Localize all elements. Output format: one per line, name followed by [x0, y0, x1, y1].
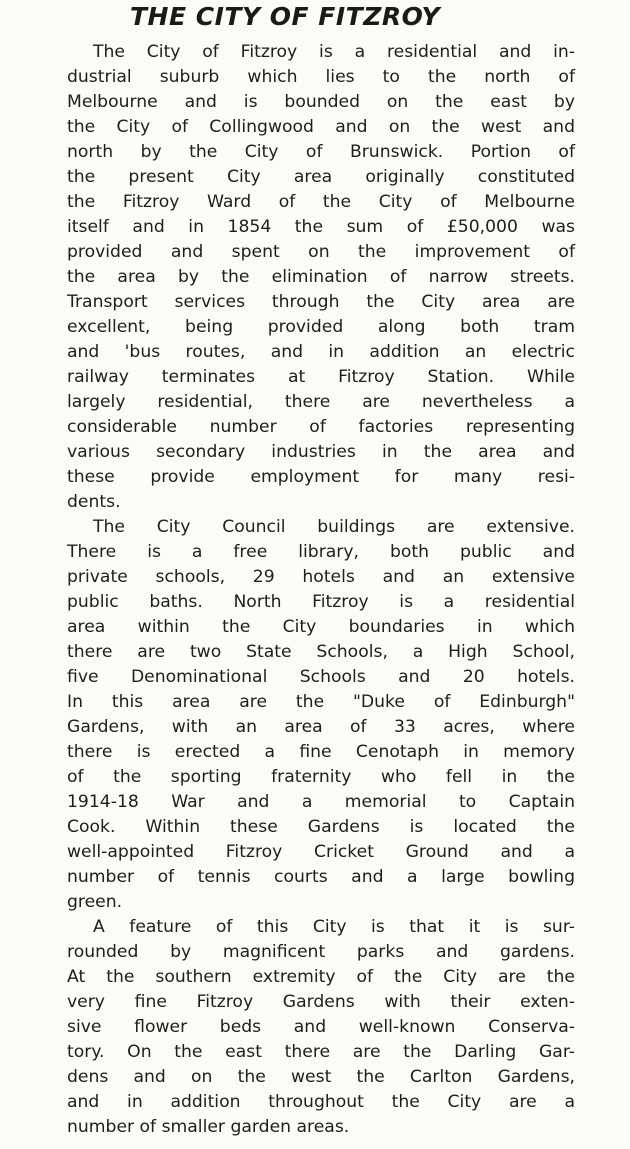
text-line: the City of Collingwood and on the west and	[67, 117, 575, 137]
text-line: public baths. North Fitzroy is a residential	[67, 592, 575, 612]
text-line: In this area are the "Duke of Edinburgh"	[67, 692, 575, 712]
text-line: well-appointed Fitzroy Cricket Ground and a	[67, 842, 575, 862]
text-line: the area by the elimination of narrow streets.	[67, 267, 575, 287]
text-line: green.	[67, 892, 123, 912]
text-line: north by the City of Brunswick. Portion of	[67, 142, 575, 162]
text-line: dens and on the west the Carlton Gardens,	[67, 1067, 575, 1087]
text-line: largely residential, there are nevertheless a	[67, 392, 575, 412]
text-line: considerable number of factories representing	[67, 417, 575, 437]
text-line: Transport services through the City area are	[67, 292, 575, 312]
text-line: number of tennis courts and a large bowling	[67, 867, 575, 887]
text-line: A feature of this City is that it is sur-	[93, 917, 575, 937]
text-line: Cook. Within these Gardens is located the	[67, 817, 575, 837]
text-line: 1914-18 War and a memorial to Captain	[67, 792, 575, 812]
paragraph-3	[67, 915, 575, 1140]
paragraph-1	[67, 40, 575, 515]
text-line: there are two State Schools, a High School,	[67, 642, 575, 662]
text-line: itself and in 1854 the sum of £50,000 was	[67, 217, 575, 237]
text-line: excellent, being provided along both tram	[67, 317, 575, 337]
text-line: dustrial suburb which lies to the north of	[67, 67, 575, 87]
text-line: The City of Fitzroy is a residential and in-	[93, 42, 575, 62]
text-line: sive flower beds and well-known Conserva-	[67, 1017, 575, 1037]
text-line: dents.	[67, 492, 121, 512]
text-line: and 'bus routes, and in addition an electric	[67, 342, 575, 362]
text-line: the Fitzroy Ward of the City of Melbourne	[67, 192, 575, 212]
text-line: there is erected a fine Cenotaph in memory	[67, 742, 575, 762]
text-line: rounded by magnificent parks and gardens.	[67, 942, 575, 962]
text-line: very fine Fitzroy Gardens with their exten-	[67, 992, 575, 1012]
text-line: area within the City boundaries in which	[67, 617, 575, 637]
text-line: five Denominational Schools and 20 hotels.	[67, 667, 575, 687]
text-line: tory. On the east there are the Darling Gar-	[67, 1042, 575, 1062]
text-line: of the sporting fraternity who fell in the	[67, 767, 575, 787]
article-body	[67, 40, 575, 1140]
article-title: THE CITY OF FITZROY	[130, 2, 441, 31]
text-line: The City Council buildings are extensive.	[93, 517, 575, 537]
text-line: the present City area originally constituted	[67, 167, 575, 187]
text-line: and in addition throughout the City are a	[67, 1092, 575, 1112]
text-line: these provide employment for many resi-	[67, 467, 575, 487]
text-line: private schools, 29 hotels and an extensive	[67, 567, 575, 587]
text-line: railway terminates at Fitzroy Station. While	[67, 367, 575, 387]
text-line: Melbourne and is bounded on the east by	[67, 92, 575, 112]
text-line: Gardens, with an area of 33 acres, where	[67, 717, 575, 737]
text-line: There is a free library, both public and	[67, 542, 575, 562]
text-line: At the southern extremity of the City are the	[67, 967, 575, 987]
paragraph-2	[67, 515, 575, 915]
text-line: provided and spent on the improvement of	[67, 242, 575, 262]
text-line: number of smaller garden areas.	[67, 1117, 350, 1137]
text-line: various secondary industries in the area and	[67, 442, 575, 462]
